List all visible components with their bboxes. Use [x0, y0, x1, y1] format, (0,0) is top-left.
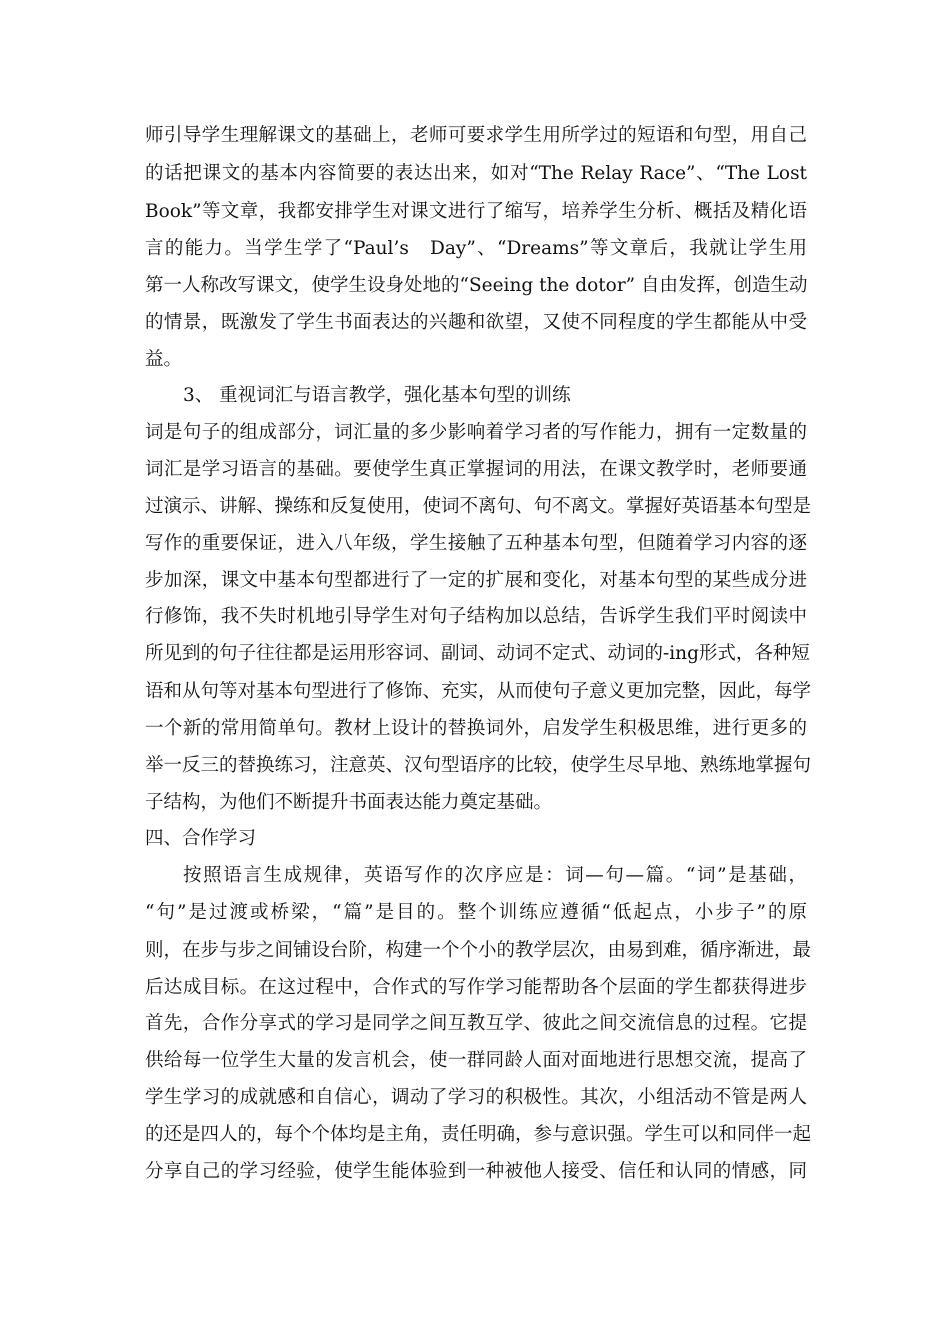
paragraph-line: 分享自己的学习经验，使学生能体验到一种被他人接受、信任和认同的情感，同 [145, 1161, 807, 1182]
paragraph-line: 的情景，既激发了学生书面表达的兴趣和欲望，又使不同程度的学生都能从中受 [145, 312, 807, 333]
paragraph-line: 行修饰，我不失时机地引导学生对句子结构加以总结，告诉学生我们平时阅读中 [145, 606, 807, 627]
paragraph-line: 一个新的常用简单句。教材上设计的替换词外，启发学生积极思维，进行更多的 [145, 718, 807, 739]
paragraph-line: 供给每一位学生大量的发言机会，使一群同龄人面对面地进行思想交流，提高了 [145, 1050, 807, 1071]
paragraph-line: 益。 [145, 349, 183, 370]
paragraph-line: 言的能力。当学生学了“Paul’s Day”、“Dreams”等文章后，我就让学生用 [145, 238, 807, 259]
paragraph-line: 的还是四人的，每个个体均是主角，责任明确，参与意识强。学生可以和同伴一起 [145, 1124, 812, 1145]
paragraph-line: 学生学习的成就感和自信心，调动了学习的积极性。其次，小组活动不管是两人 [145, 1087, 807, 1108]
paragraph-line: 则，在步与步之间铺设台阶，构建一个个小的教学层次，由易到难，循序渐进，最 [145, 940, 812, 961]
paragraph-line: 师引导学生理解课文的基础上，老师可要求学生用所学过的短语和句型，用自己 [145, 125, 807, 146]
section-heading: 3、 重视词汇与语言教学，强化基本句型的训练 [183, 385, 571, 406]
paragraph-line: 过演示、讲解、操练和反复使用，使词不离句、句不离文。掌握好英语基本句型是 [145, 496, 812, 517]
paragraph-line: 首先，合作分享式的学习是同学之间互教互学、彼此之间交流信息的过程。它提 [145, 1013, 807, 1034]
section-heading: 四、合作学习 [145, 828, 257, 849]
paragraph-line: 后达成目标。在这过程中，合作式的写作学习能帮助各个层面的学生都获得进步 [145, 977, 807, 998]
paragraph-line: 按照语言生成规律，英语写作的次序应是：词—句—篇。“词”是基础， [183, 865, 807, 886]
paragraph-line: 步加深，课文中基本句型都进行了一定的扩展和变化，对基本句型的某些成分进 [145, 570, 807, 591]
paragraph-line: “句”是过渡或桥梁，“篇”是目的。整个训练应遵循“低起点，小步子”的原 [145, 902, 807, 923]
paragraph-line: 的话把课文的基本内容简要的表达出来，如对“The Relay Race”、“The Lost [145, 163, 807, 184]
paragraph-line: 语和从句等对基本句型进行了修饰、充实，从而使句子意义更加完整，因此，每学 [145, 681, 812, 702]
paragraph-line: 第一人称改写课文，使学生设身处地的“Seeing the dotor” 自由发挥，创造生动 [145, 275, 808, 296]
paragraph-line: 词汇是学习语言的基础。要使学生真正掌握词的用法，在课文教学时，老师要通 [145, 459, 807, 480]
paragraph-line: 子结构，为他们不断提升书面表达能力奠定基础。 [145, 792, 553, 813]
paragraph-line: 举一反三的替换练习，注意英、汉句型语序的比较，使学生尽早地、熟练地掌握句 [145, 755, 812, 776]
paragraph-line: 写作的重要保证，进入八年级，学生接触了五种基本句型，但随着学习内容的逐 [145, 533, 807, 554]
paragraph-line: Book”等文章，我都安排学生对课文进行了缩写，培养学生分析、概括及精化语 [145, 201, 807, 222]
paragraph-line: 所见到的句子往往都是运用形容词、副词、动词不定式、动词的-ing形式，各种短 [145, 643, 810, 664]
paragraph-line: 词是句子的组成部分，词汇量的多少影响着学习者的写作能力，拥有一定数量的 [145, 422, 807, 443]
